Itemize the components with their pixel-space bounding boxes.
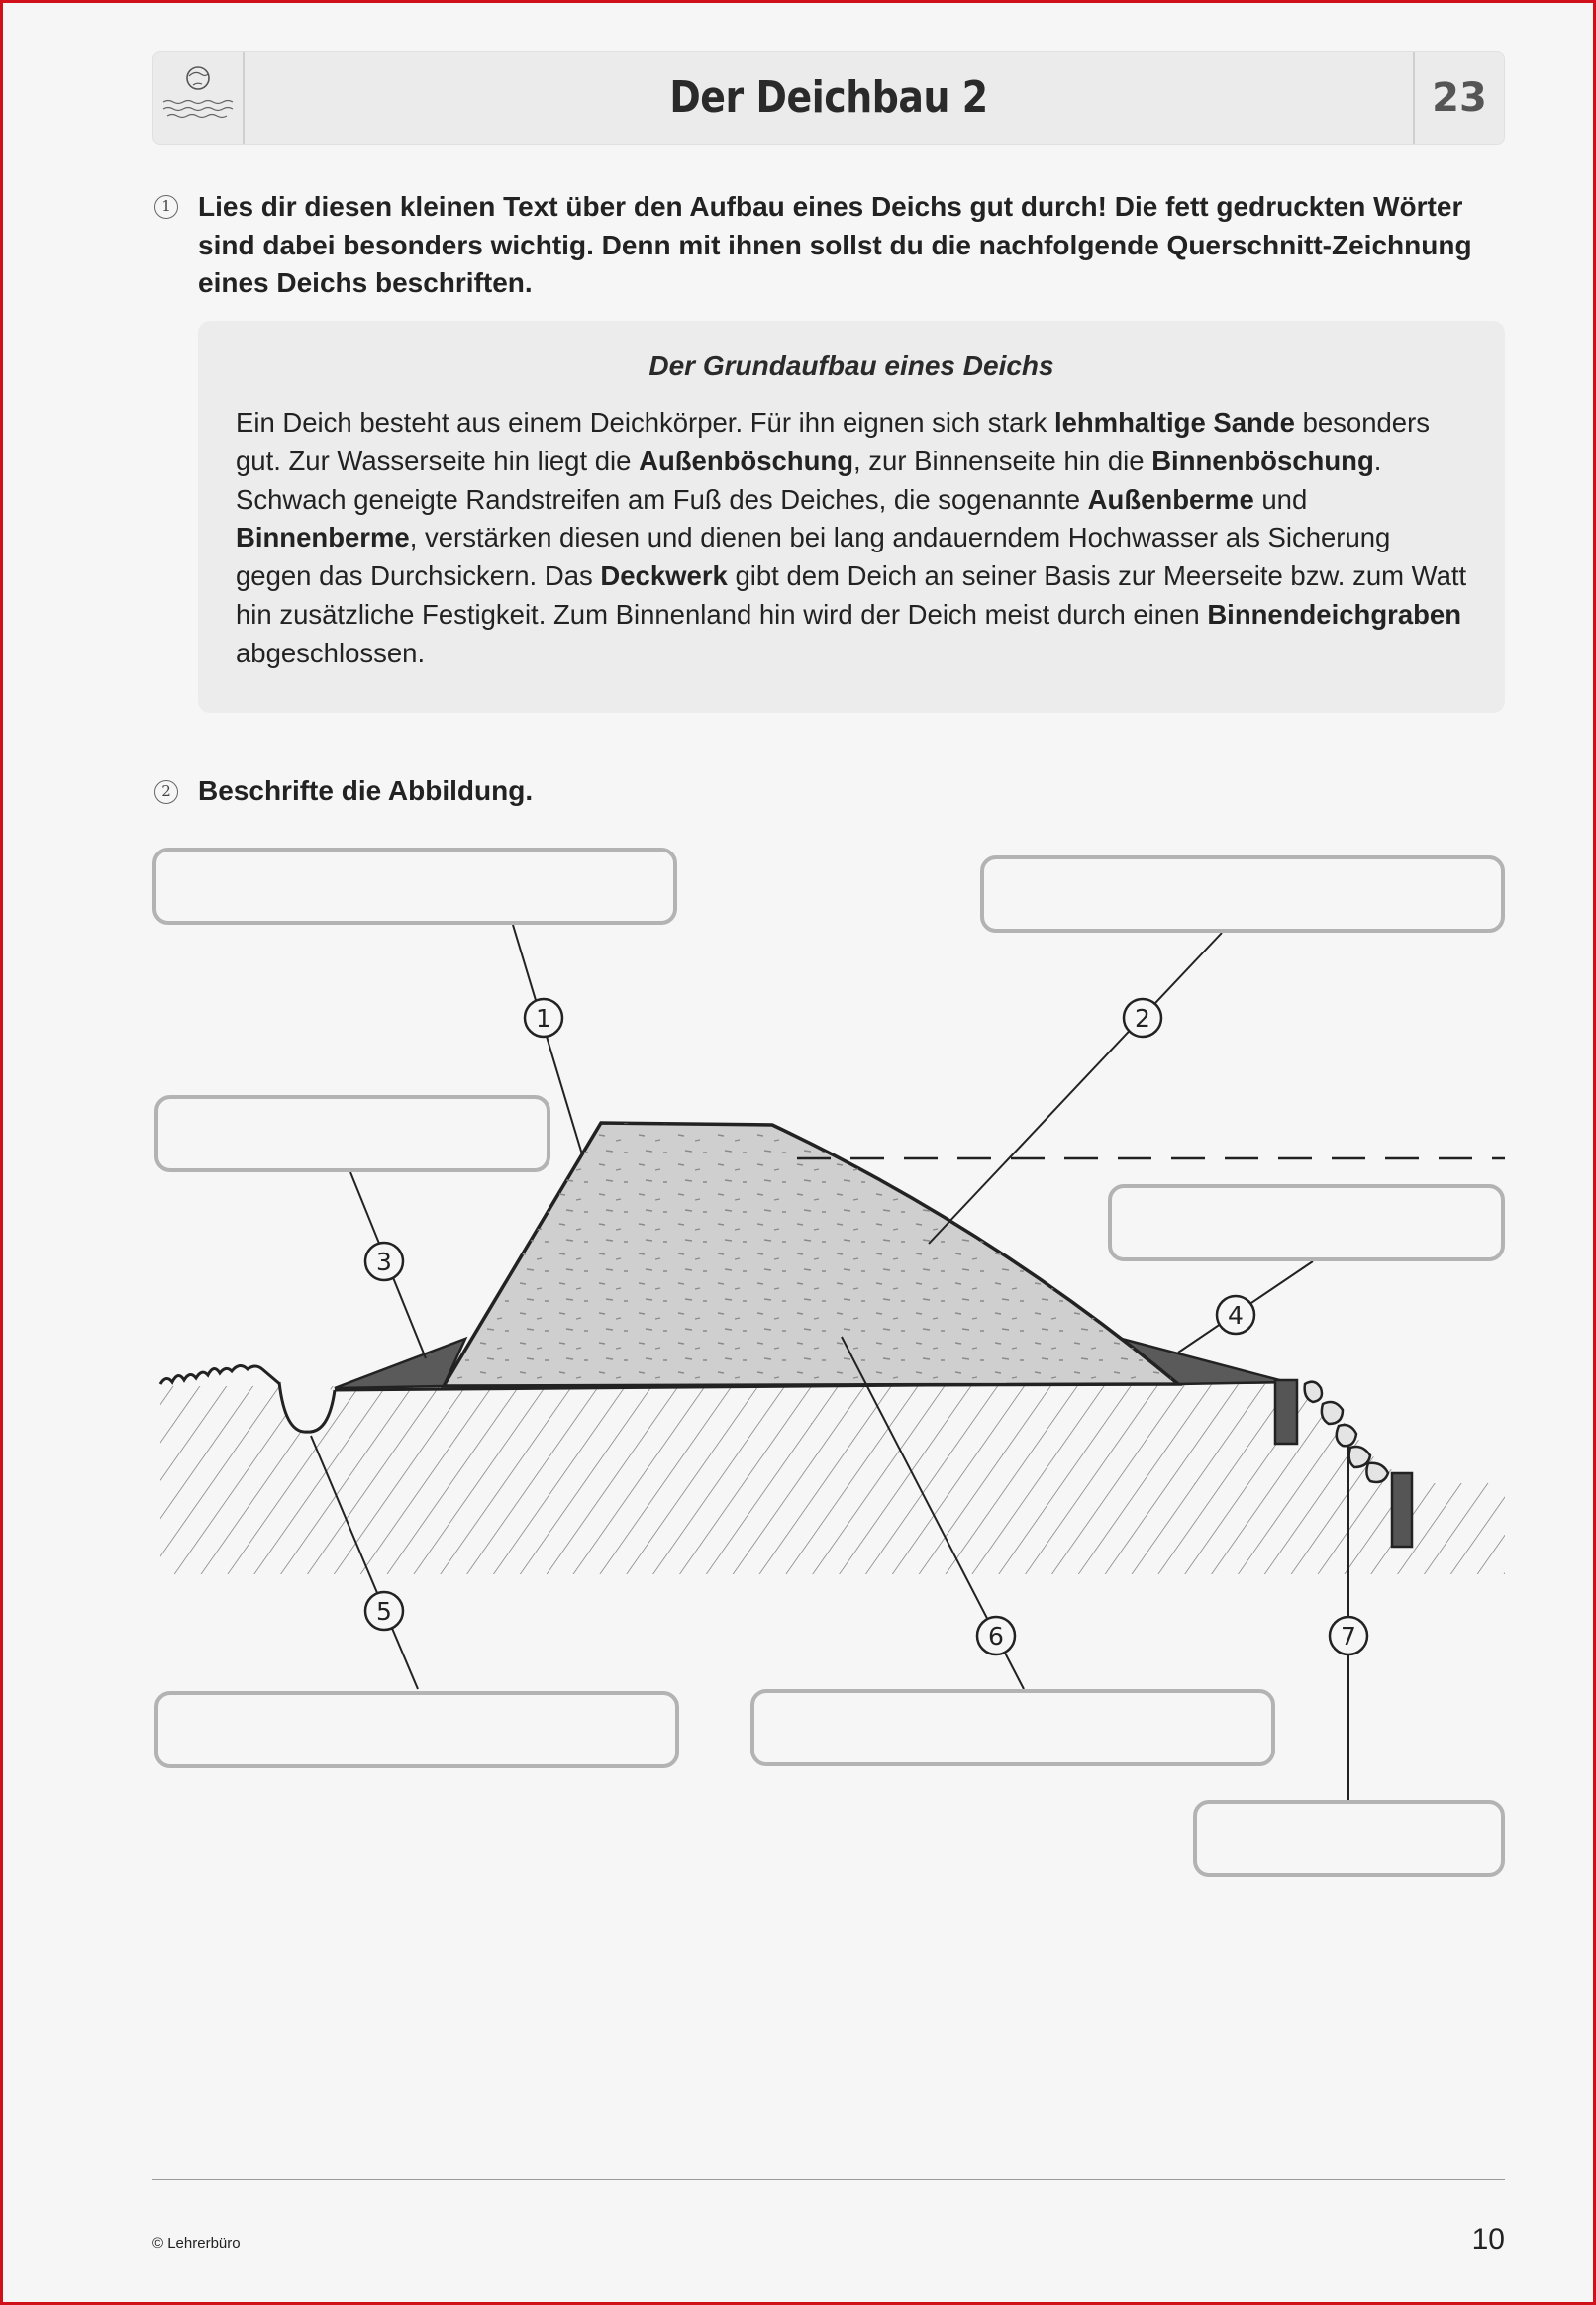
callout-number: 6 [988,1622,1004,1651]
callout-number: 2 [1135,1004,1150,1033]
callout-3 [365,1243,403,1280]
text-run: gibt dem Deich an seiner Basis zur Meerseite bzw. zum Watt hin zusätzliche Festigkeit. Zum Binnenland hin wird der Deich meist durch einen [236,560,1467,630]
answer-box-5[interactable] [154,1691,679,1768]
callout-5 [365,1592,403,1630]
page-title: Der Deichbau 2 [669,72,988,123]
dike-texture [444,1123,1178,1386]
keyword: Binnendeichgraben [1207,598,1462,630]
keyword: Deckwerk [600,560,728,592]
sheet-number: 10 [1471,2223,1505,2255]
task-1-marker: 1 [154,195,178,219]
callout-number: 7 [1341,1622,1356,1651]
text-run: besonders gut. Zur Wasserseite hin liegt die [236,407,1431,476]
answer-box-2[interactable] [980,855,1505,933]
text-run: und [1253,483,1308,515]
callout-4 [1217,1296,1254,1334]
page-number-badge: 23 [1413,52,1504,144]
copyright-note: © Lehrerbüro [152,2235,241,2252]
grass-edge [160,1365,282,1386]
callout-number: 4 [1228,1301,1244,1330]
task-1-instruction: Lies dir diesen kleinen Text über den Aufbau eines Deichs gut durch! Die fett gedruckten Wörter sind dabei besonders wichtig. Denn mit ihnen sollst du die nachfolgende Querschnitt-Zeichnung eines Deichs beschriften. [198,191,1472,298]
keyword: lehmhaltige Sande [1053,407,1295,438]
callout-number: 5 [376,1597,392,1626]
callout-number: 3 [376,1248,392,1276]
answer-box-4[interactable] [1108,1184,1505,1261]
callout-6 [977,1617,1015,1654]
ground-soil [160,1384,1505,1574]
text-run: abgeschlossen. [236,637,426,668]
callout-1 [525,999,562,1037]
keyword: Außenböschung [639,445,854,476]
info-box-title: Der Grundaufbau eines Deichs [648,351,1054,381]
callout-2 [1124,999,1161,1037]
keyword: Binnenberme [236,522,410,553]
answer-box-6[interactable] [750,1689,1275,1766]
keyword: Außenberme [1087,483,1254,515]
footer-divider [152,2179,1505,2180]
answer-box-7[interactable] [1193,1800,1505,1877]
answer-box-3[interactable] [154,1095,550,1172]
text-run: , verstärken diesen und dienen bei lang andauerndem Hochwasser als Sicherung gegen das Durchsickern. Das [236,522,1391,592]
task-2-instruction: Beschrifte die Abbildung. [198,775,534,806]
task-2-marker: 2 [154,780,178,804]
text-run: Ein Deich besteht aus einem Deichkörper. Für ihn eignen sich stark [236,407,1054,438]
keyword: Binnenböschung [1151,445,1374,476]
text-run: . Schwach geneigte Randstreifen am Fuß des Deiches, die sogenannte [236,445,1382,515]
text-run: , zur Binnenseite hin die [853,445,1152,476]
answer-box-1[interactable] [152,848,677,925]
callout-7 [1330,1617,1367,1654]
callout-number: 1 [536,1004,551,1033]
